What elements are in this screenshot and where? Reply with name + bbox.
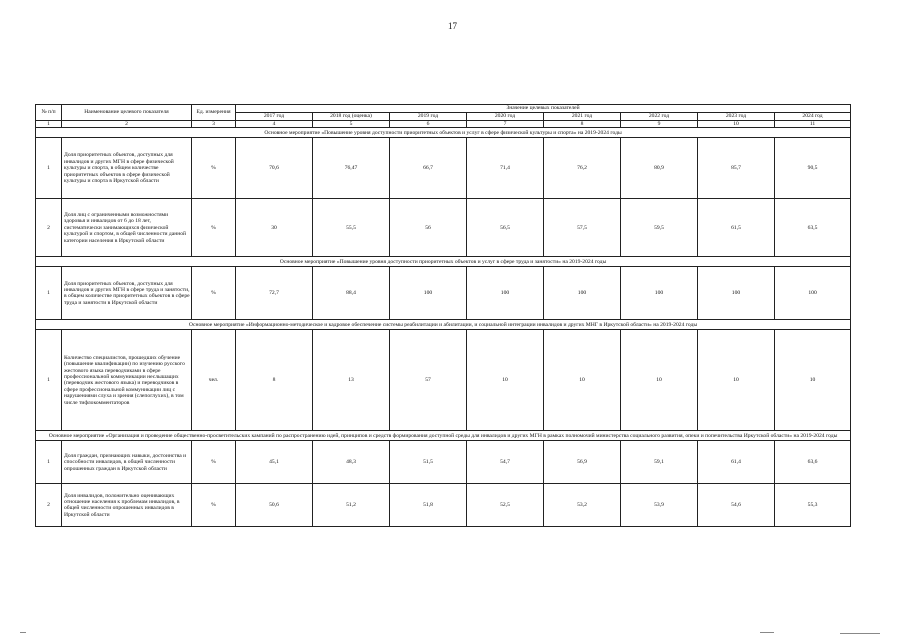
- value-cell: 10: [467, 330, 544, 431]
- value-cell: 100: [467, 267, 544, 320]
- value-cell: 10: [698, 330, 775, 431]
- indicators-table: [35, 104, 851, 527]
- value-cell: 56,5: [467, 199, 544, 257]
- column-number: 7: [467, 121, 544, 128]
- value-cell: 10: [775, 330, 851, 431]
- value-cell: 71,4: [467, 138, 544, 199]
- value-cell: 100: [390, 267, 467, 320]
- header-row-1: [36, 105, 851, 113]
- header-year: 2017 год: [236, 113, 313, 121]
- value-cell: 57: [390, 330, 467, 431]
- unit-cell: %: [192, 267, 236, 320]
- section-title: Основное мероприятие «Повышение уровня доступности приоритетных объектов и услуг в сфере физической культуры и спорта» на 2019-2024 годы: [36, 128, 851, 138]
- scan-artifact: [840, 633, 880, 634]
- value-cell: 100: [698, 267, 775, 320]
- row-num: 2: [36, 199, 62, 257]
- table-row: [36, 441, 851, 484]
- scan-artifact: [760, 632, 774, 633]
- value-cell: 10: [544, 330, 621, 431]
- row-num: 1: [36, 138, 62, 199]
- indicator-name: Доля приоритетных объектов, доступных для инвалидов и других МГН в сфере труда и занятости, в общем количестве приоритетных объектов в сфере труда и занятости в Иркутской области: [62, 267, 192, 320]
- value-cell: 54,6: [698, 484, 775, 527]
- column-number: 2: [62, 121, 192, 128]
- value-cell: 61,5: [698, 199, 775, 257]
- value-cell: 10: [621, 330, 698, 431]
- header-values: Значение целевых показателей: [236, 105, 851, 113]
- column-number: 8: [544, 121, 621, 128]
- value-cell: 80,9: [621, 138, 698, 199]
- indicator-name: Количество специалистов, прошедших обучение (повышение квалификации) по изучению русского жестового языка переводчиками в сфере профессиональной коммуникации неслышащих (переводчик жестового языка) и переводчиков в сфере профессиональной коммуникации лиц с нарушениями слуха и зрения (слепоглухих), в том числе тифлокомментаторов: [62, 330, 192, 431]
- indicator-name: Доля граждан, признающих навыки, достоинства и способности инвалидов, в общей численности опрошенных граждан в Иркутской области: [62, 441, 192, 484]
- column-number: 6: [390, 121, 467, 128]
- table-row: [36, 199, 851, 257]
- value-cell: 51,5: [390, 441, 467, 484]
- value-cell: 56: [390, 199, 467, 257]
- value-cell: 100: [621, 267, 698, 320]
- header-year: 2021 год: [544, 113, 621, 121]
- value-cell: 76,47: [313, 138, 390, 199]
- value-cell: 59,1: [621, 441, 698, 484]
- column-number: 10: [698, 121, 775, 128]
- value-cell: 53,9: [621, 484, 698, 527]
- column-number: 1: [36, 121, 62, 128]
- header-unit: Ед. измерения: [192, 105, 236, 121]
- section-title-row: [36, 257, 851, 267]
- table-row: [36, 484, 851, 527]
- value-cell: 72,7: [236, 267, 313, 320]
- value-cell: 76,2: [544, 138, 621, 199]
- unit-cell: %: [192, 484, 236, 527]
- value-cell: 85,7: [698, 138, 775, 199]
- unit-cell: %: [192, 199, 236, 257]
- value-cell: 53,2: [544, 484, 621, 527]
- header-year: 2023 год: [698, 113, 775, 121]
- unit-cell: чел.: [192, 330, 236, 431]
- indicator-name: Доля инвалидов, положительно оценивающих отношение населения к проблемам инвалидов, в общей численности опрошенных инвалидов в Иркутской области: [62, 484, 192, 527]
- value-cell: 50,6: [236, 484, 313, 527]
- value-cell: 13: [313, 330, 390, 431]
- value-cell: 48,3: [313, 441, 390, 484]
- indicator-name: Доля приоритетных объектов, доступных для инвалидов и других МГН в сфере физической культуры и спорта, в общем количестве приоритетных объектов в сфере физической культуры и спорта в Иркутской области: [62, 138, 192, 199]
- value-cell: 100: [775, 267, 851, 320]
- value-cell: 57,5: [544, 199, 621, 257]
- value-cell: 90,5: [775, 138, 851, 199]
- column-number: 5: [313, 121, 390, 128]
- table-row: [36, 330, 851, 431]
- header-year: 2020 год: [467, 113, 544, 121]
- value-cell: 52,5: [467, 484, 544, 527]
- value-cell: 54,7: [467, 441, 544, 484]
- section-title: Основное мероприятие «Повышение уровня доступности приоритетных объектов и услуг в сфере труда и занятости» на 2019-2024 годы: [36, 257, 851, 267]
- unit-cell: %: [192, 441, 236, 484]
- scan-artifact: [20, 632, 26, 633]
- header-name: Наименование целевого показателя: [62, 105, 192, 121]
- indicator-name: Доля лиц с ограниченными возможностями здоровья и инвалидов от 6 до 18 лет, систематически занимающихся физической культурой и спортом, в общей численности данной категории населения в Иркутской области: [62, 199, 192, 257]
- header-year: 2019 год: [390, 113, 467, 121]
- value-cell: 51,2: [313, 484, 390, 527]
- value-cell: 8: [236, 330, 313, 431]
- table-row: [36, 267, 851, 320]
- value-cell: 88,4: [313, 267, 390, 320]
- indicators-table-wrapper: [35, 104, 850, 527]
- row-num: 1: [36, 441, 62, 484]
- value-cell: 51,8: [390, 484, 467, 527]
- value-cell: 55,5: [313, 199, 390, 257]
- header-year: 2018 год (оценка): [313, 113, 390, 121]
- section-title-row: [36, 320, 851, 330]
- section-title: Основное мероприятие «Информационно-методическое и кадровое обеспечение системы реабилитации и абилитации, и социальной интеграции инвалидов и других МНГ в Иркутской области» на 2019-2024 годы: [36, 320, 851, 330]
- value-cell: 63,5: [775, 199, 851, 257]
- column-number: 9: [621, 121, 698, 128]
- value-cell: 66,7: [390, 138, 467, 199]
- value-cell: 55,3: [775, 484, 851, 527]
- table-row: [36, 138, 851, 199]
- column-number: 11: [775, 121, 851, 128]
- section-title: Основное мероприятие «Организация и проведение общественно-просветительских кампаний по распространению идей, принципов и средств формирования доступной среды для инвалидов и других МГН в рамках полномочий министерства социального развития, опеки и попечительства Иркутской области» на 2019-2024 годы: [36, 431, 851, 441]
- row-num: 1: [36, 330, 62, 431]
- header-year: 2024 год: [775, 113, 851, 121]
- section-title-row: [36, 431, 851, 441]
- column-number: 3: [192, 121, 236, 128]
- value-cell: 100: [544, 267, 621, 320]
- value-cell: 59,5: [621, 199, 698, 257]
- header-year: 2022 год: [621, 113, 698, 121]
- row-num: 1: [36, 267, 62, 320]
- unit-cell: %: [192, 138, 236, 199]
- section-title-row: [36, 128, 851, 138]
- value-cell: 56,9: [544, 441, 621, 484]
- column-number-row: [36, 121, 851, 128]
- row-num: 2: [36, 484, 62, 527]
- page-number: 17: [448, 21, 457, 31]
- value-cell: 63,6: [775, 441, 851, 484]
- header-num: № п/п: [36, 105, 62, 121]
- value-cell: 61,4: [698, 441, 775, 484]
- value-cell: 70,6: [236, 138, 313, 199]
- value-cell: 45,1: [236, 441, 313, 484]
- value-cell: 30: [236, 199, 313, 257]
- column-number: 4: [236, 121, 313, 128]
